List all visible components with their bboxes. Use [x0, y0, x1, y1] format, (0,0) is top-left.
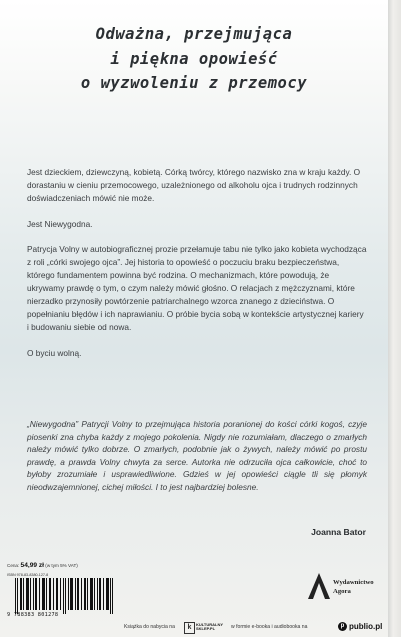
endorsement-quote: „Niewygodna” Patrycji Volny to przejmująca historia poranionej do kości córki kogoś, czyje piosenki zna chyba każdy z mojego pokolenia. Nigdy nie rozumiałam, dlaczego o zmarłych należy mówić tylko dobrze. O zmarłych, podobnie jak o żywych, należy mówić po prostu prawdę, a prawda Volny chwyta za serce. Autorka nie odrzuciła ojca całkowicie, choć to byłoby zrozumiałe i usprawiedliwione. Gdzieś w jej opowieści ciągle tli się płomyk nieodwzajemnionej, cichej miłości. I to jest najbardziej bolesne. — [27, 419, 367, 492]
blurb-paragraph-1: Jest dzieckiem, dziewczyną, kobietą. Córką twórcy, którego nazwisko zna w kraju każdy. O dorastaniu w cieniu przemocowego, uzależnionego od alkoholu ojca i trudnych rodzinnych doświadczeniach mówić nie może. — [27, 167, 361, 203]
footer — [124, 621, 386, 633]
publio-icon: p — [338, 622, 347, 631]
isbn-text: ISBN 978-83-8380-127-8 — [7, 573, 49, 577]
price-note: (w tym 5% VAT) — [45, 563, 78, 568]
barcode-block — [7, 562, 127, 620]
kulturalny-sklep-logo — [184, 621, 226, 633]
barcode-digits: 9 788383 801278 — [7, 612, 59, 618]
publisher-line-1: Wydawnictwo — [333, 579, 374, 586]
price — [7, 562, 78, 569]
quote-author: Joanna Bator — [311, 527, 366, 537]
agora-a-icon — [308, 573, 330, 599]
barcode-icon — [7, 578, 127, 614]
blurb — [27, 166, 367, 372]
blurb-paragraph-3: Patrycja Volny w autobiograficznej prozie przełamuje tabu nie tylko jako kobieta wychodząca z roli „córki swojego ojca”. Jej historia to opowieść o poczuciu braku bezpieczeństwa, którego fundamentem powinna być rodzina. O mechanizmach, które powodują, że ukrywamy prawdę o tym, o czym należy mówić głośno. O relacjach z mężczyznami, które nierzadko przynosiły powtórzenie patriarchalnego wzorca znanego z dzieciństwa. O popełnianiu błędów i ich naprawianiu. O próbie bycia sobą w kontekście artystycznej kariery i budowaniu siebie od nowa. — [27, 244, 367, 332]
headline-line-3: o wyzwoleniu z przemocy — [80, 74, 308, 92]
blurb-paragraph-2: Jest Niewygodna. — [27, 218, 93, 229]
publisher-logo — [308, 573, 378, 603]
price-label: Cena: — [7, 563, 20, 568]
footer-text-before: Książka do nabycia na — [124, 624, 175, 630]
headline-line-1: Odważna, przejmująca — [95, 25, 293, 43]
footer-text-after: w formie e-booka i audiobooka na — [231, 624, 308, 630]
publio-logo: publio.pl — [349, 622, 383, 631]
headline-line-2: i piękna opowieść — [110, 49, 278, 68]
kult-line-1: KULTURALNY — [196, 621, 224, 627]
publisher-line-2: Agora — [333, 588, 351, 595]
price-value: 54,99 zł — [20, 562, 45, 569]
headline — [0, 22, 388, 96]
kulturalny-k-icon: k — [184, 622, 195, 634]
kult-line-2: SKLEP.PL — [196, 626, 216, 632]
cover-edge — [388, 0, 401, 637]
blurb-paragraph-4: O byciu wolną. — [27, 347, 82, 358]
